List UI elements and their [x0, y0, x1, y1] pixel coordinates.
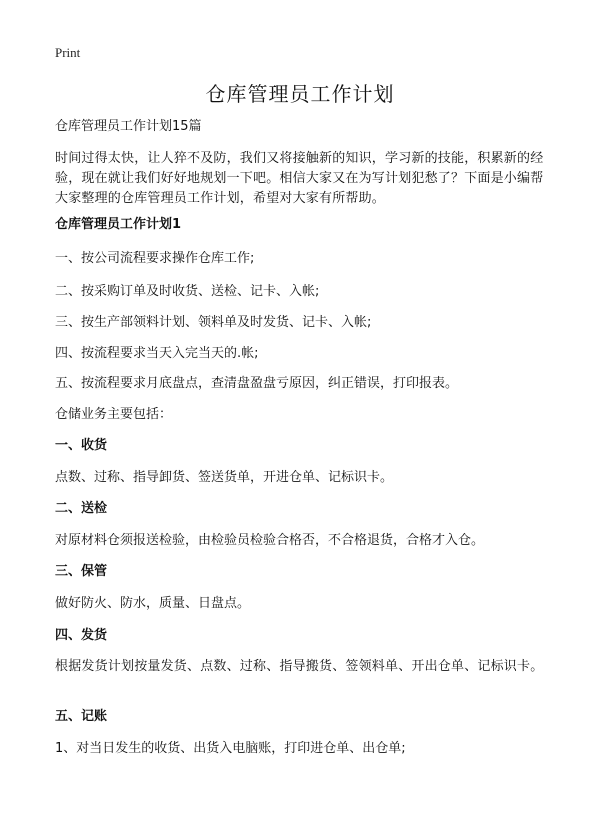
step-item: 三、按生产部领料计划、领料单及时发货、记卡、入帐; [55, 315, 372, 330]
print-link[interactable]: Print [55, 45, 81, 60]
section-heading: 仓库管理员工作计划1 [55, 217, 182, 232]
receive-text: 点数、过称、指导卸货、签送货单，开进仓单、记标识卡。 [55, 470, 394, 485]
inspect-heading: 二、送检 [55, 501, 108, 516]
page-title: 仓库管理员工作计划 [205, 82, 395, 106]
inspect-text: 对原材料仓须报送检验，由检验员检验合格否，不合格退货，合格才入仓。 [55, 533, 485, 548]
storage-heading: 三、保管 [55, 564, 108, 579]
receive-heading: 一、收货 [55, 438, 108, 453]
step-item: 二、按采购订单及时收货、送检、记卡、入帐; [55, 284, 320, 299]
tasks-intro: 仓储业务主要包括： [55, 407, 173, 422]
storage-text: 做好防火、防水，质量、日盘点。 [55, 596, 251, 611]
step-item: 四、按流程要求当天入完当天的.帐; [55, 346, 259, 361]
ship-text: 根据发货计划按量发货、点数、过称、指导搬货、签领料单、开出仓单、记标识卡。 [55, 659, 544, 674]
ship-heading: 四、发货 [55, 628, 108, 643]
record-text: 1、对当日发生的收货、出货入电脑账，打印进仓单、出仓单; [55, 741, 406, 756]
step-item: 一、按公司流程要求操作仓库工作; [55, 251, 255, 266]
record-heading: 五、记账 [55, 709, 108, 724]
intro-paragraph: 时间过得太快，让人猝不及防，我们又将接触新的知识，学习新的技能，积累新的经验，现在就让我们好好地规划一下吧。相信大家又在为写计划犯愁了？下面是小编帮大家整理的仓库管理员工作计划，希望对大家有所帮助。 [55, 151, 544, 206]
step-item: 五、按流程要求月底盘点，查清盘盈盘亏原因，纠正错误，打印报表。 [55, 376, 459, 391]
document-subtitle: 仓库管理员工作计划15篇 [55, 119, 202, 134]
